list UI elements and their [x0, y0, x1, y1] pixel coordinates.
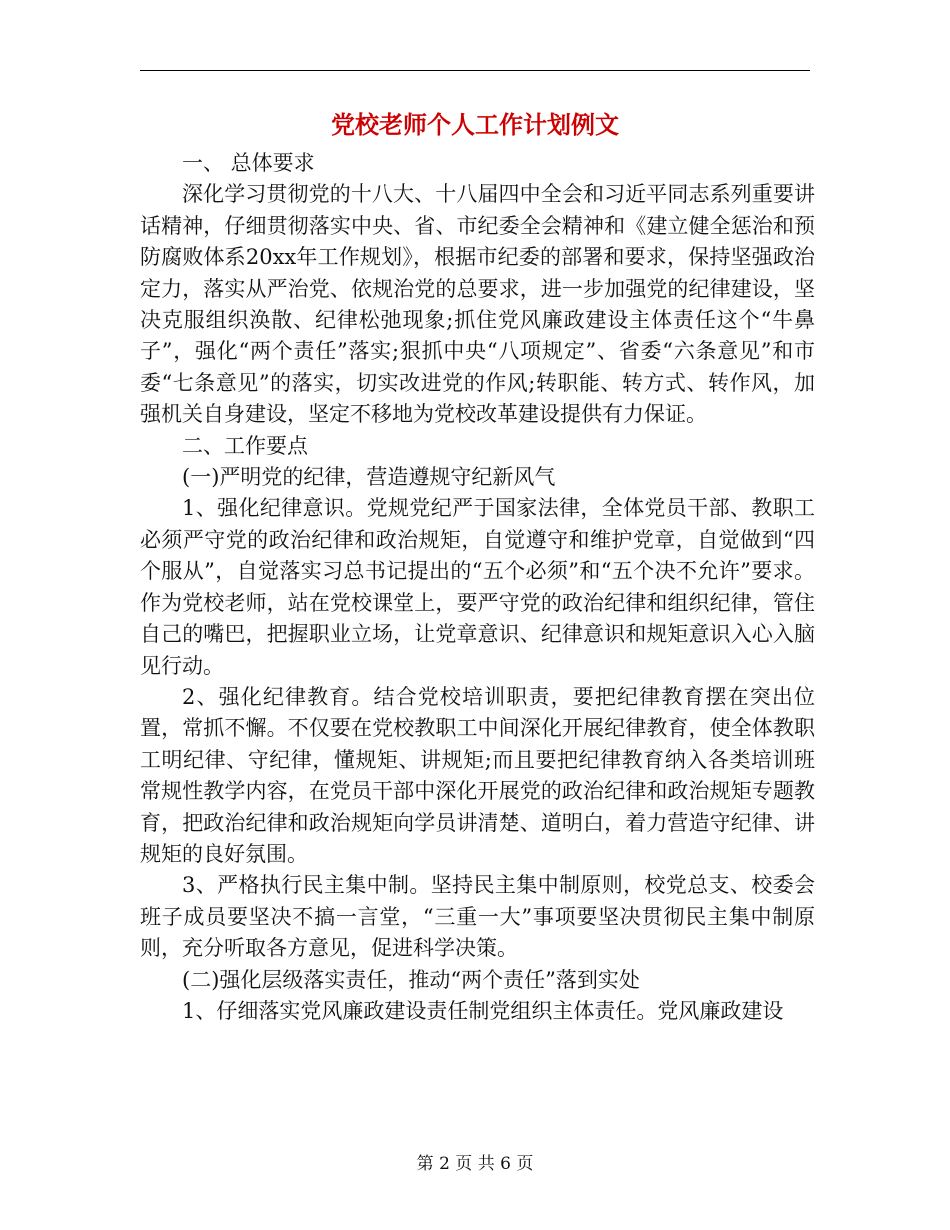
document-body	[140, 148, 815, 1027]
header-rule	[140, 70, 810, 71]
subsection-heading: (一)严明党的纪律，营造遵规守纪新风气	[182, 465, 556, 490]
subsection-heading: (二)强化层级落实责任，推动“两个责任”落到实处	[182, 967, 640, 992]
body-paragraph: 2、强化纪律教育。结合党校培训职责，要把纪律教育摆在突出位置，常抓不懈。不仅要在党校教职工中间深化开展纪律教育，使全体教职工明纪律、守纪律，懂规矩、讲规矩;而且要把纪律教育纳入各类培训班常规性教学内容，在党员干部中深化开展党的政治纪律和政治规矩专题教育，把政治纪律和政治规矩向学员讲清楚、道明白，着力营造守纪律、讲规矩的良好氛围。	[140, 684, 815, 866]
body-paragraph: 3、严格执行民主集中制。坚持民主集中制原则，校党总支、校委会班子成员要坚决不搞一言堂，“三重一大”事项要坚决贯彻民主集中制原则，充分听取各方意见，促进科学决策。	[140, 873, 815, 961]
body-paragraph: 1、强化纪律意识。党规党纪严于国家法律，全体党员干部、教职工必须严守党的政治纪律和政治规矩，自觉遵守和维护党章，自觉做到“四个服从”，自觉落实习总书记提出的“五个必须”和“五个决不允许”要求。作为党校老师，站在党校课堂上，要严守党的政治纪律和组织纪律，管住自己的嘴巴，把握职业立场，让党章意识、纪律意识和规矩意识入心入脑见行动。	[140, 496, 815, 678]
section-heading-general: 一、 总体要求	[182, 151, 315, 175]
body-paragraph: 深化学习贯彻党的十八大、十八届四中全会和习近平同志系列重要讲话精神，仔细贯彻落实中央、省、市纪委全会精神和《建立健全惩治和预防腐败体系20xx年工作规划》，根据市纪委的部署和要求，保持坚强政治定力，落实从严治党、依规治党的总要求，进一步加强党的纪律建设，坚决克服组织涣散、纪律松弛现象;抓住党风廉政建设主体责任这个“牛鼻子”，强化“两个责任”落实;狠抓中央“八项规定”、省委“六条意见”和市委“七条意见”的落实，切实改进党的作风;转职能、转方式、转作风，加强机关自身建设，坚定不移地为党校改革建设提供有力保证。	[140, 182, 815, 427]
section-heading-key-points: 二、工作要点	[182, 433, 308, 458]
document-title: 党校老师个人工作计划例文	[331, 110, 619, 139]
page-number-footer: 第 2 页 共 6 页	[416, 1154, 534, 1174]
body-paragraph: 1、仔细落实党风廉政建设责任制党组织主体责任。党风廉政建设	[182, 998, 784, 1023]
